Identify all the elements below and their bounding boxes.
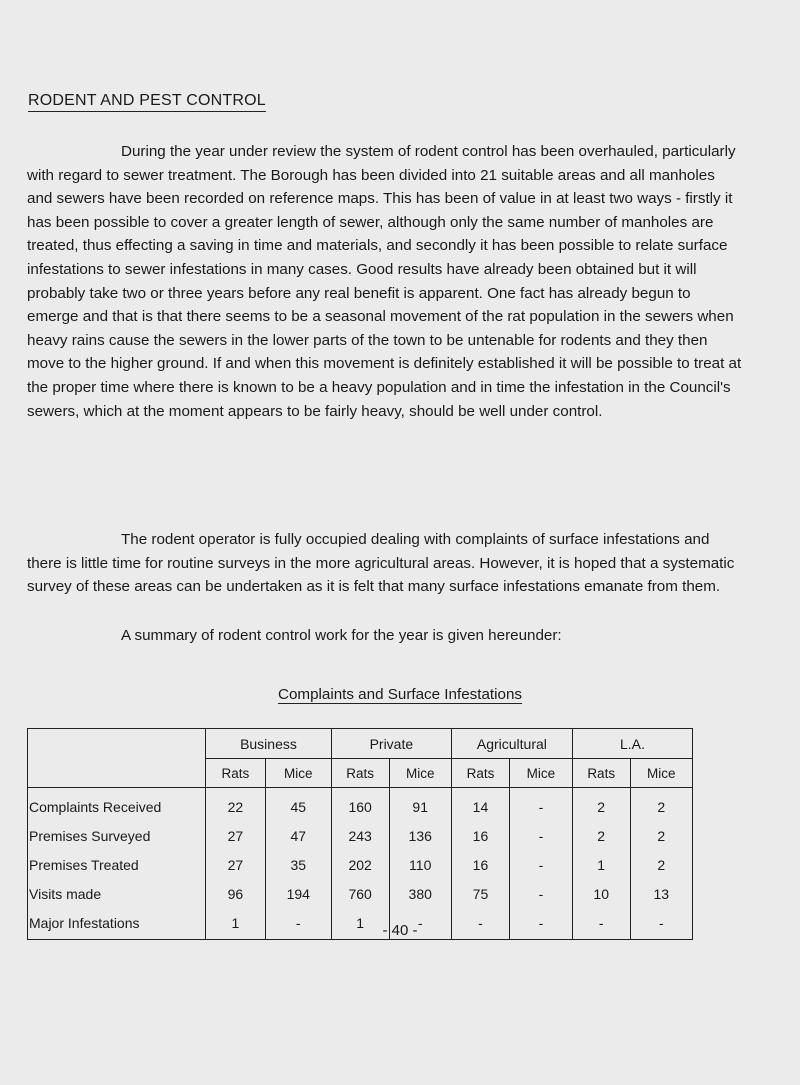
table-cell: - bbox=[630, 908, 692, 940]
table-cell: 35 bbox=[265, 850, 331, 879]
table-cell: - bbox=[451, 908, 509, 940]
table-cell: 2 bbox=[572, 788, 630, 822]
table-cell: - bbox=[265, 908, 331, 940]
table-title: Complaints and Surface Infestations bbox=[278, 686, 522, 703]
subheader-cell: Rats bbox=[451, 759, 509, 788]
table-corner-cell bbox=[28, 729, 206, 788]
table-group-header-row bbox=[28, 729, 693, 759]
table-cell: 96 bbox=[206, 879, 266, 908]
table-cell: - bbox=[510, 850, 573, 879]
table-row bbox=[28, 788, 693, 822]
table-cell: 1 bbox=[572, 850, 630, 879]
table-cell: - bbox=[510, 908, 573, 940]
table-cell: 136 bbox=[389, 821, 451, 850]
group-header-private: Private bbox=[331, 729, 451, 759]
page-heading: RODENT AND PEST CONTROL bbox=[28, 92, 266, 112]
table-cell: - bbox=[510, 821, 573, 850]
row-label: Premises Treated bbox=[28, 850, 206, 879]
table-cell: 110 bbox=[389, 850, 451, 879]
table-cell: 27 bbox=[206, 850, 266, 879]
group-header-la: L.A. bbox=[572, 729, 692, 759]
table-cell: 1 bbox=[206, 908, 266, 940]
table-cell: 22 bbox=[206, 788, 266, 822]
row-label: Premises Surveyed bbox=[28, 821, 206, 850]
table-row bbox=[28, 879, 693, 908]
paragraph-rodent-operator: The rodent operator is fully occupied dealing with complaints of surface infestations and there is little time for routine surveys in the more agricultural areas. However, it is hoped that a systematic survey of these areas can be undertaken as it is felt that many surface infestations emanate from them. bbox=[27, 531, 735, 596]
table-cell: 45 bbox=[265, 788, 331, 822]
table-row bbox=[28, 850, 693, 879]
rodent-control-table bbox=[27, 728, 693, 940]
subheader-cell: Mice bbox=[389, 759, 451, 788]
subheader-cell: Rats bbox=[331, 759, 389, 788]
table-cell: 47 bbox=[265, 821, 331, 850]
group-header-agricultural: Agricultural bbox=[451, 729, 572, 759]
page-number: - 40 - bbox=[382, 922, 418, 939]
table-cell: 27 bbox=[206, 821, 266, 850]
table-cell: - bbox=[389, 908, 451, 940]
table-cell: 75 bbox=[451, 879, 509, 908]
group-header-business: Business bbox=[206, 729, 332, 759]
table-cell: 1 bbox=[331, 908, 389, 940]
table-cell: 160 bbox=[331, 788, 389, 822]
table-cell: 14 bbox=[451, 788, 509, 822]
subheader-cell: Mice bbox=[630, 759, 692, 788]
table-cell: 2 bbox=[630, 821, 692, 850]
subheader-cell: Rats bbox=[572, 759, 630, 788]
table-cell: 760 bbox=[331, 879, 389, 908]
table-row bbox=[28, 821, 693, 850]
table-cell: 2 bbox=[630, 850, 692, 879]
table-cell: 202 bbox=[331, 850, 389, 879]
paragraph-summary-intro: A summary of rodent control work for the year is given hereunder: bbox=[121, 627, 562, 644]
table-cell: 13 bbox=[630, 879, 692, 908]
subheader-cell: Mice bbox=[510, 759, 573, 788]
table-cell: 380 bbox=[389, 879, 451, 908]
table-cell: 16 bbox=[451, 821, 509, 850]
row-label: Complaints Received bbox=[28, 788, 206, 822]
table-cell: - bbox=[572, 908, 630, 940]
table-cell: - bbox=[510, 879, 573, 908]
row-label: Visits made bbox=[28, 879, 206, 908]
table-cell: 16 bbox=[451, 850, 509, 879]
row-label: Major Infestations bbox=[28, 908, 206, 940]
table-cell: 243 bbox=[331, 821, 389, 850]
paragraph-sewer-treatment: During the year under review the system of rodent control has been overhauled, particularly with regard to sewer treatment. The Borough has been divided into 21 suitable areas and all manholes and sewers have been recorded on reference maps. This has been of value in at least two ways - firstly it has been possible to cover a greater length of sewer, although only the same number of manholes are treated, thus effecting a saving in time and materials, and secondly it has been possible to relate surface infestations to sewer infestations in many cases. Good results have already been obtained but it will probably take two or three years before any real benefit is apparent. One fact has already begun to emerge and that is that there seems to be a seasonal movement of the rat population in the sewers when heavy rains cause the sewers in the lower parts of the town to be untenable for rodents and they then move to the higher ground. If and when this movement is definitely established it will be possible to treat at the proper time where there is known to be a heavy population and in time the infestation in the Council's sewers, which at the moment appears to be fairly heavy, should be well under control. bbox=[27, 143, 742, 420]
table-cell: 91 bbox=[389, 788, 451, 822]
table-cell: 2 bbox=[572, 821, 630, 850]
table-cell: - bbox=[510, 788, 573, 822]
subheader-cell: Rats bbox=[206, 759, 266, 788]
subheader-cell: Mice bbox=[265, 759, 331, 788]
table-cell: 10 bbox=[572, 879, 630, 908]
table-cell: 194 bbox=[265, 879, 331, 908]
table-cell: 2 bbox=[630, 788, 692, 822]
